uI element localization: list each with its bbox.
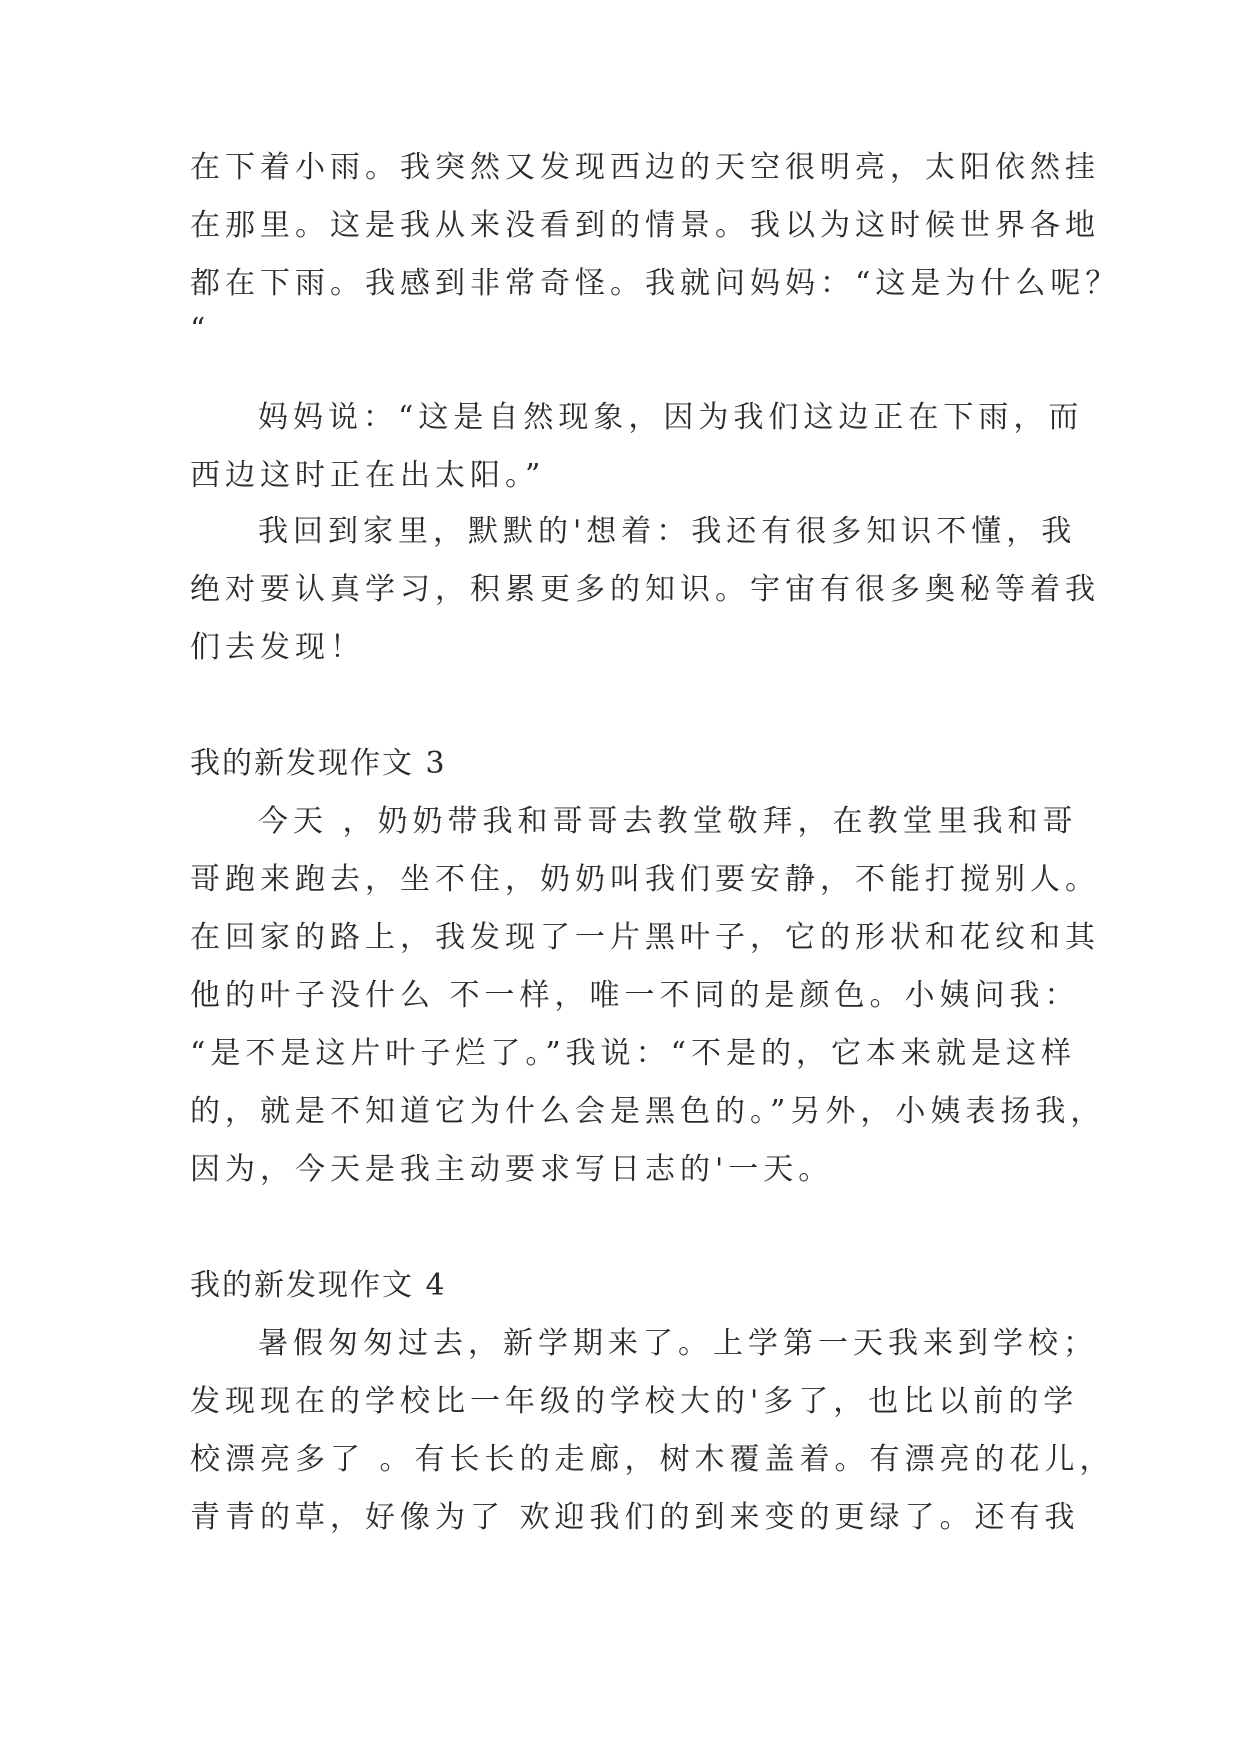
text-line: 暑假匆匆过去，新学期来了。上学第一天我来到学校； xyxy=(258,1326,1098,1361)
text-line: 在下着小雨。我突然又发现西边的天空很明亮，太阳依然挂 xyxy=(190,150,1100,185)
text-line: 因为，今天是我主动要求写日志的'一天。 xyxy=(190,1152,834,1187)
text-line: 妈妈说：“这是自然现象，因为我们这边正在下雨，而 xyxy=(258,400,1084,435)
text-line: 哥跑来跑去，坐不住，奶奶叫我们要安静，不能打搅别人。 xyxy=(190,862,1100,897)
text-line: 今天 ，奶奶带我和哥哥去教堂敬拜，在教堂里我和哥 xyxy=(258,804,1078,839)
text-line: 校漂亮多了 。有长长的走廊，树木覆盖着。有漂亮的花儿， xyxy=(190,1442,1115,1477)
text-line: 在回家的路上，我发现了一片黑叶子，它的形状和花纹和其 xyxy=(190,920,1100,955)
essay-title: 我的新发现作文 3 xyxy=(190,746,447,781)
text-line: 他的叶子没什么 不一样，唯一不同的是颜色。小姨问我： xyxy=(190,978,1080,1013)
text-line: 青青的草，好像为了 欢迎我们的到来变的更绿了。还有我 xyxy=(190,1500,1080,1535)
text-line: 发现现在的学校比一年级的学校大的'多了，也比以前的学 xyxy=(190,1384,1079,1419)
text-line: 们去发现！ xyxy=(190,630,365,665)
text-line: “是不是这片叶子烂了。”我说：“不是的，它本来就是这样 xyxy=(190,1036,1077,1071)
text-line: 绝对要认真学习，积累更多的知识。宇宙有很多奥秘等着我 xyxy=(190,572,1100,607)
text-line: 的，就是不知道它为什么会是黑色的。”另外，小姨表扬我， xyxy=(190,1094,1106,1129)
essay-title: 我的新发现作文 4 xyxy=(190,1268,447,1303)
text-line: 西边这时正在出太阳。” xyxy=(190,458,546,493)
text-line: 我回到家里，默默的'想着：我还有很多知识不懂，我 xyxy=(258,514,1077,549)
text-line: “ xyxy=(190,312,211,347)
text-line: 都在下雨。我感到非常奇怪。我就问妈妈：“这是为什么呢？ xyxy=(190,266,1121,301)
text-line: 在那里。这是我从来没看到的情景。我以为这时候世界各地 xyxy=(190,208,1100,243)
